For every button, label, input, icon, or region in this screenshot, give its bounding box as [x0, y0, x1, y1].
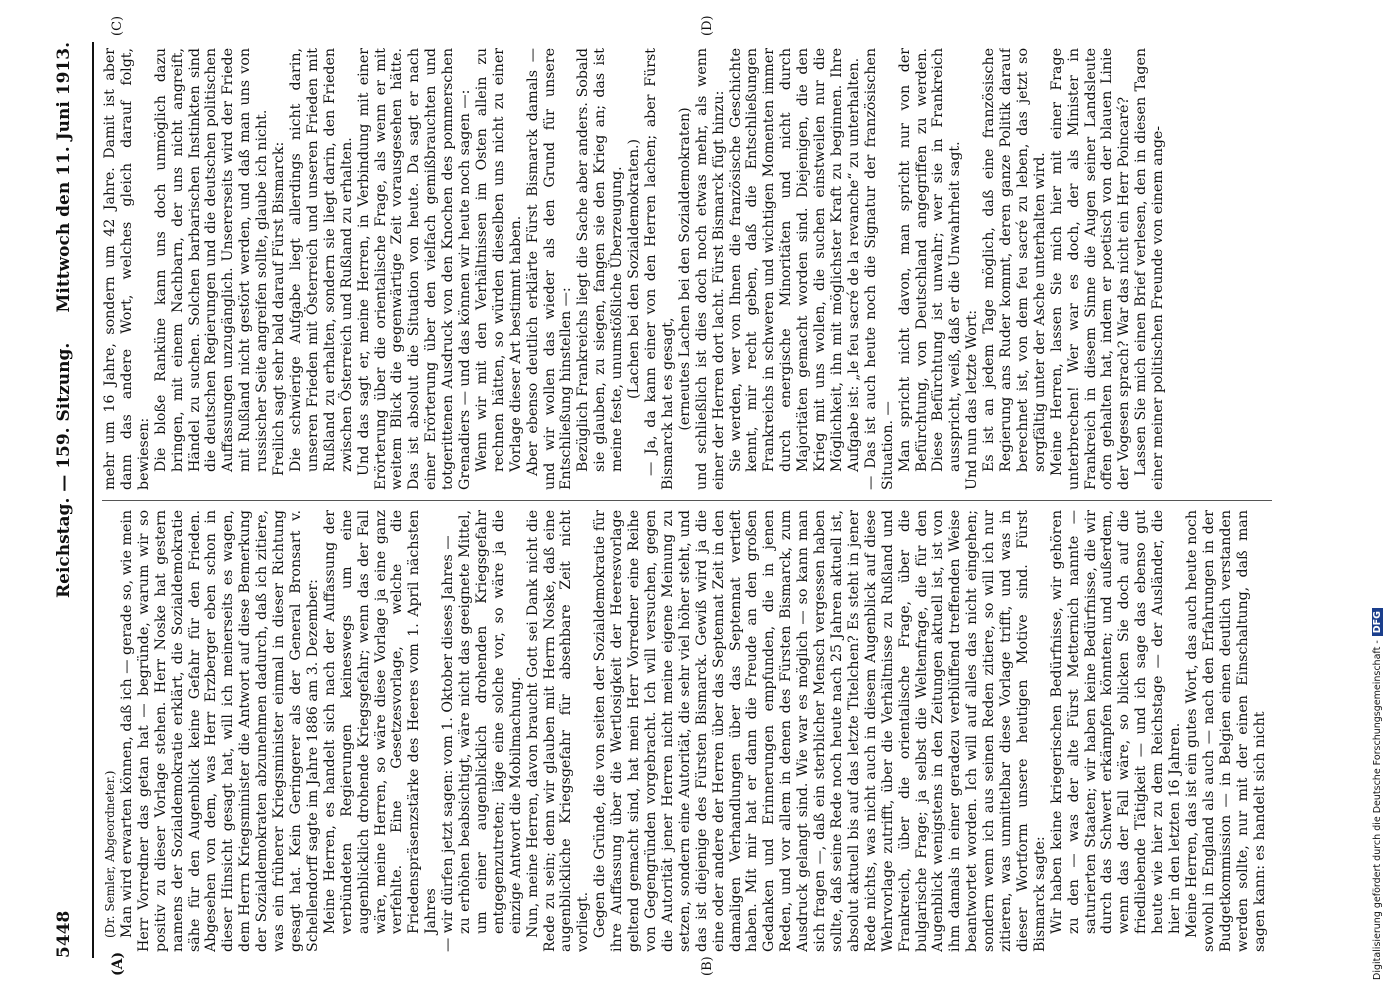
speaker-label: (Dr. Semler, Abgeordneter.)	[103, 770, 117, 938]
paragraph: Aber ebenso deutlich erklärte Fürst Bismarck damals — und wir wollen das wieder als den Grund für unsere Entschließung hinstellen —:	[524, 48, 575, 490]
paragraph: und schließlich ist dies doch noch etwas mehr, als wenn einer der Herren dort lacht. Fürst Bismarck fügt hinzu:	[693, 48, 727, 490]
paragraph: — Ja, da kann einer von den Herren lachen; aber Fürst Bismarck hat es gesagt,	[643, 48, 676, 490]
paragraph: Und nun das letzte Wort:	[964, 309, 981, 490]
paragraph: — Das ist auch heute noch die Signatur der französischen Situation. —	[862, 48, 896, 490]
credit-text: Digitalisierung gefördert durch die Deutsche Forschungsgemeinschaft -	[1372, 640, 1383, 980]
left-column	[102, 510, 1272, 952]
paragraph: Freilich sagt sehr bald darauf Fürst Bismarck:	[271, 141, 288, 476]
quote-paragraph: Wenn wir mit den Verhältnissen im Osten allein zu rechnen hätten, so würden dieselben uns nicht zu einer Vorlage dieser Art bestimmt haben.	[473, 48, 524, 472]
quote-paragraph: Sie werden, wer von Ihnen die französische Geschichte kennt, mir recht geben, daß die Entschließungen Frankreichs in schweren und wichtigen Momenten immer durch energische Minoritäten und nicht durch Majoritäten gemacht worden sind. Diejenigen, die den Krieg mit uns wollen, die suchen einstweilen nur die Möglichkeit, ihn mit möglichster Kraft zu beginnen. Ihre Aufgabe ist: „le feu sacré de la revanche“ zu unterhalten.	[727, 48, 862, 472]
quote-paragraph: Es ist an jedem Tage möglich, daß eine französische Regierung ans Ruder kommt, deren ganze Politik darauf berechnet ist, von dem feu sacré zu leben, das jetzt so sorgfältig unter der Asche unterhalten wird.	[981, 48, 1048, 472]
paragraph: mehr um 16 Jahre, sondern um 42 Jahre. Damit ist aber dann das andere Wort, welches gleich darauf folgt, bewiesen:	[102, 48, 152, 490]
column-divider	[102, 500, 1272, 501]
margin-marker-a: (A)	[110, 951, 126, 976]
quote-paragraph: Meine Herren, es handelt sich nach der Auffassung der verbündeten Regierungen keineswegs um eine augenblicklich drohende Kriegsgefahr; wenn das der Fall wäre, meine Herren, so wäre diese Vorlage ja eine ganz verfehlte. Eine Gesetzesvorlage, welche die Friedenspräsenzstärke des Heeres vom 1. April nächsten Jahres	[321, 510, 440, 934]
rotated-page	[10, 15, 1330, 980]
paragraph: Meine Herren, lassen Sie mich hier mit einer Frage unterbrechen! Wer war es doch, der als Minister in Frankreich in diesem Sinne die Augen seiner Landsleute offen gehalten hat, indem er poetisch von der blauen Linie der Vogesen sprach? War das nicht ein Herr Poincaré?	[1048, 48, 1133, 490]
dfg-logo: DFG	[1372, 608, 1383, 636]
quote-paragraph: zu erhöhen beabsichtigt, wäre nicht das geeignete Mittel, um einer augenblicklich drohenden Kriegsgefahr entgegenzutreten; läge eine solche vor, so wäre ja die einzige Antwort die Mobilmachung.	[457, 510, 524, 934]
paragraph: Und das sagt er, meine Herren, in Verbindung mit einer Erörterung über die orientalische Frage, als wenn er mit weitem Blick die gegenwärtige Zeit vorausgesehen hätte. Das ist absolut die Situation von heute. Da sagt er nach einer Erörterung über den vielfach gemißbrauchten und totgerittenen Ausdruck von den Knochen des pommerschen Grenadiers — und das können wir heute noch sagen —:	[355, 48, 474, 490]
paragraph: Man wird erwarten können, daß ich — gerade so, wie mein Herr Vorredner das getan hat — begründe, warum wir so positiv zu dieser Vorlage stehen. Herr Noske hat gestern namens der Sozialdemokratie erklärt, die Sozialdemokratie sähe für den Augenblick keine Gefahr für den Frieden. Abgesehen von dem, was Herr Erzberger eben schon in dieser Hinsicht gesagt hat, will ich meinerseits es wagen, dem Herrn Kriegsminister die Antwort auf diese Bemerkung der Sozialdemokraten abzunehmen dadurch, daß ich zitiere, was ein früherer Kriegsminister einmal in dieser Richtung gesagt hat. Kein Geringerer als der General Bronsart v. Schellendorff sagte im Jahre 1886 am 3. Dezember:	[118, 510, 321, 952]
right-column	[102, 48, 1272, 490]
margin-marker-b: (B)	[700, 956, 715, 976]
quote-paragraph: Man spricht nicht davon, man spricht nur von der Befürchtung, von Deutschland angegriffen zu werden. Diese Befürchtung ist unwahr; wer sie in Frankreich ausspricht, weiß, daß er die Unwahrheit sagt.	[896, 48, 964, 472]
session-date: Mittwoch den 11. Juni 1913.	[54, 42, 74, 313]
interjection: (Lachen bei den Sozialdemokraten.)	[626, 138, 643, 400]
page-number: 5448	[54, 910, 74, 958]
digitization-credit	[1372, 0, 1383, 980]
page-header	[54, 42, 90, 958]
paragraph: Nun, meine Herren, davon braucht Gott sei Dank nicht die Rede zu sein; denn wir glauben mit Herrn Noske, daß eine augenblickliche Kriegsgefahr für absehbare Zeit nicht vorliegt.	[524, 510, 592, 952]
margin-marker-d: (D)	[700, 15, 715, 36]
paragraph: Lassen Sie mich einen Brief verlesen, den in diesen Tagen einer meiner politischen Freunde von einem ange-	[1133, 48, 1167, 490]
quote-paragraph: Die schwierige Aufgabe liegt allerdings nicht darin, unseren Frieden mit Österreich und unseren Frieden mit Rußland zu erhalten, sondern sie liegt darin, den Frieden zwischen Österreich und Rußland zu erhalten.	[287, 48, 355, 472]
interjection: (erneutes Lachen bei den Sozialdemokraten)	[676, 107, 693, 431]
paragraph: Gegen die Gründe, die von seiten der Sozialdemokratie für ihre Auffassung über die Wertlosigkeit der Heeresvorlage geltend gemacht sind, hat mein Herr Vorredner eine Reihe von Gegengründen vorgebracht. Ich will versuchen, gegen die Autorität jener Herren nicht meine eigene Meinung zu setzen, sondern eine Autorität, die sehr viel höher steht, und das ist diejenige des Fürsten Bismarck. Gewiß wird ja die eine oder andere der Herren über das Septennat Zeit in den damaligen Verhandlungen über das Septennat vertieft haben. Mit mir hat er dann die Freude an den großen Gedanken und Erinnerungen empfunden, die in jenen Reden, und vor allem in denen des Fürsten Bismarck, zum Ausdruck gelangt sind. Wie war es möglich — so kann man sich fragen —, daß ein sterblicher Mensch vergessen haben sollte, daß seine Rede noch heute nach 25 Jahren aktuell ist, absolut aktuell bis auf das letzte Titelchen? Es steht in jener Rede nichts, was nicht auch in diesem Augenblick auf diese Wehrvorlage zutrifft, über die Verhältnisse zu Rußland und Frankreich, über die orientalische Frage, über die bulgarische Frage; ja selbst die Weltenfrage, die für den Augenblick wenigstens in den Zeitungen aktuell ist, ist von ihm damals in einer geradezu verblüffend treffenden Weise beantwortet worden. Ich will auf alles das nicht eingehen; sondern wenn ich aus seinen Reden zitiere, so will ich nur zitieren, was unmittelbar diese Vorlage trifft, und was in dieser Wortform unsere heutigen Motive sind. Fürst Bismarck sagte:	[592, 510, 1048, 952]
margin-marker-c: (C)	[110, 15, 125, 36]
header-rule	[92, 42, 94, 958]
quote-paragraph: Bezüglich Frankreichs liegt die Sache aber anders. Sobald sie glauben, zu siegen, fangen sie den Krieg an; das ist meine feste, unumstößliche Überzeugung.	[575, 48, 626, 472]
paragraph: — wir dürfen jetzt sagen: vom 1. Oktober dieses Jahres —	[440, 535, 457, 952]
quote-paragraph: Die bloße Ranküne kann uns doch unmöglich dazu bringen, mit einem Nachbarn, der uns nicht angreift, Händel zu suchen. Solchen barbarischen Instinkten sind die deutschen Regierungen und die deutschen politischen Auffassungen unzugänglich. Unsererseits wird der Friede mit Rußland nicht gestört werden, und daß man uns von russischer Seite angreifen sollte, glaube ich nicht.	[152, 48, 271, 472]
paragraph: Meine Herren, das ist ein gutes Wort, das auch heute noch sowohl in England als auch — nach den Erfahrungen in der Budgetkommission — in Belgien einen deutlich verstanden werden sollte, nur mit der einen Einschaltung, daß man sagen kann: es handelt sich nicht	[1184, 510, 1268, 952]
quote-paragraph: Wir haben keine kriegerischen Bedürfnisse, wir gehören zu den — was der alte Fürst Metternich nannte — saturierten Staaten; wir haben keine Bedürfnisse, die wir durch das Schwert erkämpfen könnten; und außerdem, wenn das der Fall wäre, so blicken Sie doch auf die friedliebende Tätigkeit — und ich sage das ebenso gut heute wie hier zu dem Reichstage — der Ausländer, die hier in den letzten 16 Jahren.	[1048, 510, 1184, 934]
running-title: Reichstag. — 159. Sitzung.	[54, 342, 74, 598]
